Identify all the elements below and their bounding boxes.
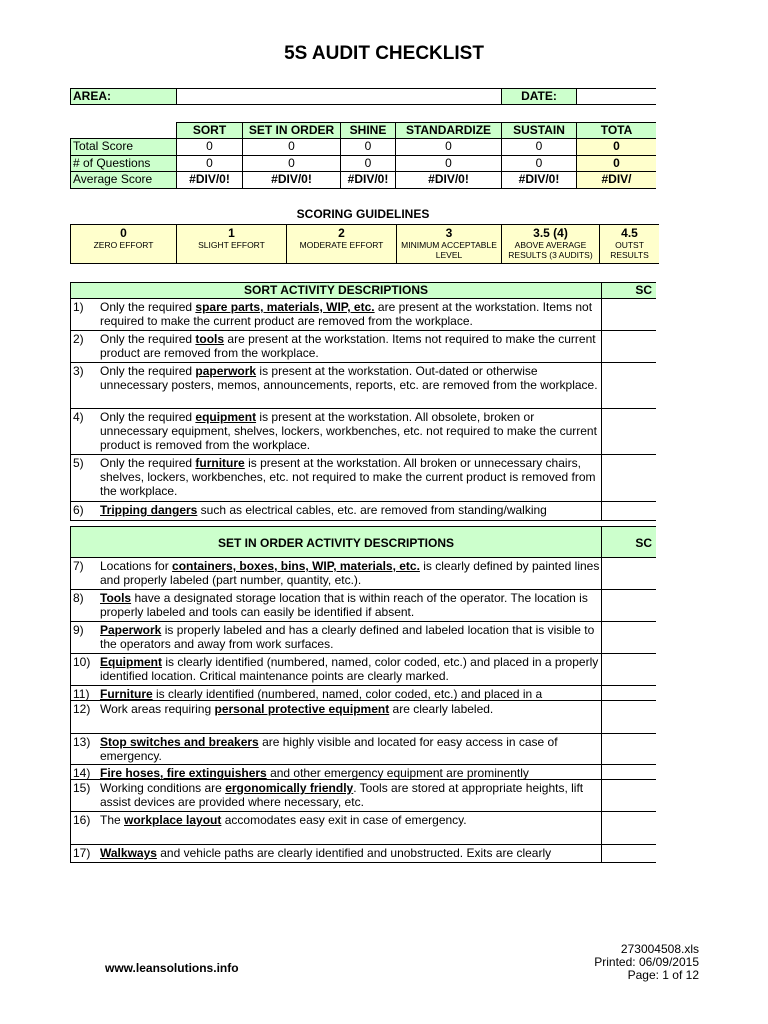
score-row-label: # of Questions	[70, 155, 177, 173]
footer-meta	[540, 943, 699, 982]
guideline-label: ZERO EFFORT	[93, 240, 154, 250]
score-value: 0	[340, 155, 396, 173]
item-text-post: are clearly labeled.	[389, 702, 494, 716]
item-score-cell[interactable]	[601, 733, 656, 765]
item-text-post: is clearly identified (numbered, named, color coded, etc.) and placed in a properly identified location. Critical maintenance points are clearly marked.	[100, 655, 599, 683]
item-score-cell[interactable]	[601, 811, 656, 845]
item-keyword: Tools	[100, 591, 132, 605]
guideline-score: 0	[120, 226, 127, 240]
checklist-item	[70, 764, 602, 780]
footer-filename: 273004508.xls	[620, 942, 699, 956]
item-keyword: workplace layout	[124, 813, 222, 827]
checklist-item	[70, 844, 602, 863]
item-text-pre: Only the required	[100, 364, 196, 378]
guideline-label: SLIGHT EFFORT	[198, 240, 265, 250]
score-value: #DIV/0!	[176, 171, 243, 189]
item-number: 8)	[73, 591, 84, 605]
item-keyword: containers, boxes, bins, WIP, materials, etc.	[172, 559, 420, 573]
item-keyword: ergonomically friendly	[225, 781, 354, 795]
item-number: 5)	[73, 456, 84, 470]
item-text-post: such as electrical cables, etc. are removed from standing/walking	[197, 503, 547, 517]
item-number: 1)	[73, 300, 84, 314]
checklist-item	[70, 621, 602, 654]
item-number: 12)	[73, 702, 91, 716]
item-text-post: are present at the workstation. Items not required to make the current product are removed from the workplace.	[100, 300, 593, 328]
sort-section-header: SORT ACTIVITY DESCRIPTIONS	[70, 282, 602, 299]
date-label: DATE:	[501, 88, 577, 105]
item-number: 10)	[73, 655, 91, 669]
guideline-label: ABOVE AVERAGE RESULTS (3 AUDITS)	[508, 240, 593, 260]
item-text-post: . Tools are stored at appropriate heights, lift assist devices are provided where necessary, etc.	[100, 781, 584, 809]
item-text-post: and other emergency equipment are prominently	[266, 766, 529, 780]
area-label: AREA:	[70, 88, 177, 105]
item-description	[100, 735, 600, 763]
item-text-pre: Only the required	[100, 332, 196, 346]
score-row-label: Total Score	[70, 138, 177, 156]
item-description	[100, 813, 600, 827]
item-description	[100, 364, 600, 392]
set-section-header: SET IN ORDER ACTIVITY DESCRIPTIONS	[70, 526, 602, 558]
score-col-header: SHINE	[340, 122, 396, 139]
score-value: 0	[176, 155, 243, 173]
item-keyword: spare parts, materials, WIP, etc.	[195, 300, 375, 314]
item-score-cell[interactable]	[601, 844, 656, 863]
item-text-post: is clearly defined by painted lines and properly labeled (part number, quantity, etc.).	[100, 559, 600, 587]
item-text-pre: Working conditions are	[100, 781, 226, 795]
item-description	[100, 846, 600, 860]
guideline-level	[396, 224, 502, 264]
score-value: #DIV/0!	[340, 171, 396, 189]
item-score-cell[interactable]	[601, 700, 656, 734]
checklist-item	[70, 779, 602, 812]
score-col-header: SORT	[176, 122, 243, 139]
guideline-level	[501, 224, 600, 264]
score-col-header: STANDARDIZE	[395, 122, 502, 139]
total-value: 0	[576, 138, 656, 156]
checklist-item	[70, 330, 602, 363]
item-number: 17)	[73, 846, 91, 860]
item-keyword: equipment	[195, 410, 257, 424]
item-description	[100, 503, 600, 517]
item-description	[100, 591, 600, 619]
footer-printed: Printed: 06/09/2015	[594, 955, 699, 969]
guideline-score: 3.5 (4)	[533, 226, 568, 240]
footer-website[interactable]: www.leansolutions.info	[105, 961, 239, 975]
item-keyword: personal protective equipment	[214, 702, 390, 716]
checklist-item	[70, 454, 602, 502]
item-keyword: tools	[195, 332, 225, 346]
item-text-post: and vehicle paths are clearly identified and unobstructed. Exits are clearly	[156, 846, 552, 860]
item-description	[100, 766, 600, 780]
item-description	[100, 702, 600, 716]
item-number: 11)	[73, 687, 90, 701]
item-text-pre: Only the required	[100, 456, 196, 470]
item-number: 15)	[73, 781, 91, 795]
item-text-pre: The	[100, 813, 125, 827]
score-value: 0	[242, 138, 341, 156]
item-number: 4)	[73, 410, 84, 424]
checklist-item	[70, 811, 602, 845]
score-value: 0	[242, 155, 341, 173]
item-number: 14)	[73, 766, 91, 780]
item-text-post: is properly labeled and has a clearly defined and labeled location that is visible to the operators and away from work surfaces.	[100, 623, 595, 651]
checklist-item	[70, 685, 602, 701]
guideline-label: OUTST RESULTS	[610, 240, 649, 260]
checklist-item	[70, 700, 602, 734]
set-score-header: SC	[601, 526, 656, 558]
guideline-score: 2	[338, 226, 345, 240]
footer-page: Page: 1 of 12	[627, 968, 699, 982]
item-text-post: are highly visible and located for easy access in case of emergency.	[100, 735, 558, 763]
item-score-cell[interactable]	[601, 501, 656, 521]
score-value: 0	[501, 138, 577, 156]
item-text-post: is clearly identified (numbered, named, color coded, etc.) and placed in a	[152, 687, 543, 701]
item-score-cell[interactable]	[601, 685, 656, 701]
item-text-pre: Locations for	[100, 559, 173, 573]
item-text-post: is present at the workstation. All obsolete, broken or unnecessary equipment, shelves, lockers, workbenches, etc. not required to make the current product is removed from the workplace.	[100, 410, 597, 452]
item-number: 3)	[73, 364, 84, 378]
checklist-item	[70, 408, 602, 455]
item-number: 9)	[73, 623, 84, 637]
guideline-label: MODERATE EFFORT	[299, 240, 384, 250]
guideline-label: MINIMUM ACCEPTABLE LEVEL	[401, 240, 497, 260]
guideline-level	[176, 224, 287, 264]
item-number: 6)	[73, 503, 84, 517]
checklist-item	[70, 733, 602, 765]
item-score-cell[interactable]	[601, 621, 656, 654]
guideline-score: 3	[445, 226, 453, 240]
scoring-guidelines-title: SCORING GUIDELINES	[296, 207, 430, 221]
item-text-pre: Only the required	[100, 410, 196, 424]
score-row-label: Average Score	[70, 171, 177, 189]
score-value: #DIV/0!	[395, 171, 502, 189]
item-text-post: are present at the workstation. Items not required to make the current product are removed from the workplace.	[100, 332, 596, 360]
checklist-item	[70, 501, 602, 521]
guideline-level	[70, 224, 177, 264]
item-description	[100, 687, 600, 701]
item-score-cell[interactable]	[601, 557, 656, 590]
score-value: 0	[395, 155, 502, 173]
score-value: #DIV/0!	[501, 171, 577, 189]
total-value: 0	[576, 155, 656, 173]
item-text-post: accomodates easy exit in case of emergency.	[221, 813, 467, 827]
item-number: 7)	[73, 559, 84, 573]
item-score-cell[interactable]	[601, 589, 656, 622]
item-score-cell[interactable]	[601, 764, 656, 780]
item-score-cell[interactable]	[601, 454, 656, 502]
item-keyword: paperwork	[195, 364, 257, 378]
sort-score-header: SC	[601, 282, 656, 299]
item-score-cell[interactable]	[601, 779, 656, 812]
checklist-item	[70, 557, 602, 590]
item-description	[100, 300, 600, 328]
checklist-item	[70, 362, 602, 409]
item-description	[100, 655, 600, 683]
date-field[interactable]	[576, 88, 656, 105]
item-keyword: Furniture	[100, 687, 153, 701]
item-description	[100, 781, 600, 809]
guideline-level	[599, 224, 659, 264]
item-keyword: Paperwork	[100, 623, 162, 637]
item-number: 13)	[73, 735, 91, 749]
score-col-header: SET IN ORDER	[242, 122, 341, 139]
score-value: 0	[340, 138, 396, 156]
score-value: 0	[395, 138, 502, 156]
item-score-cell[interactable]	[601, 653, 656, 686]
item-keyword: Stop switches and breakers	[100, 735, 259, 749]
guideline-score: 1	[228, 226, 235, 240]
item-keyword: Fire hoses, fire extinguishers	[100, 766, 267, 780]
guideline-score: 4.5	[621, 226, 638, 240]
item-keyword: Tripping dangers	[100, 503, 198, 517]
page-title: 5S AUDIT CHECKLIST	[284, 43, 484, 64]
guideline-level	[286, 224, 397, 264]
item-number: 2)	[73, 332, 84, 346]
checklist-item	[70, 298, 602, 331]
total-value: #DIV/	[576, 171, 656, 189]
checklist-item	[70, 653, 602, 686]
item-score-cell[interactable]	[601, 298, 656, 331]
item-number: 16)	[73, 813, 91, 827]
item-text-post: is present at the workstation. Out-dated or otherwise unnecessary posters, memos, announcements, reports, etc. are removed from the workplace.	[100, 364, 598, 392]
score-value: 0	[501, 155, 577, 173]
item-keyword: furniture	[195, 456, 245, 470]
score-col-header: SUSTAIN	[501, 122, 577, 139]
item-score-cell[interactable]	[601, 330, 656, 363]
score-value: #DIV/0!	[242, 171, 341, 189]
item-description	[100, 623, 600, 651]
item-text-pre: Only the required	[100, 300, 196, 314]
item-keyword: Walkways	[100, 846, 157, 860]
item-description	[100, 456, 600, 498]
item-keyword: Equipment	[100, 655, 162, 669]
item-description	[100, 410, 600, 452]
item-text-pre: Work areas requiring	[100, 702, 215, 716]
item-text-post: is present at the workstation. All broken or unnecessary chairs, shelves, lockers, workbenches, etc. not required to make the current product is removed from the workplace.	[100, 456, 596, 498]
item-description	[100, 332, 600, 360]
score-col-header: TOTA	[576, 122, 656, 139]
item-text-post: have a designated storage location that is within reach of the operator. The location is properly labeled and tools can easily be identified if absent.	[100, 591, 588, 619]
score-value: 0	[176, 138, 243, 156]
item-score-cell[interactable]	[601, 408, 656, 455]
item-description	[100, 559, 600, 587]
area-field[interactable]	[176, 88, 502, 105]
item-score-cell[interactable]	[601, 362, 656, 409]
checklist-item	[70, 589, 602, 622]
